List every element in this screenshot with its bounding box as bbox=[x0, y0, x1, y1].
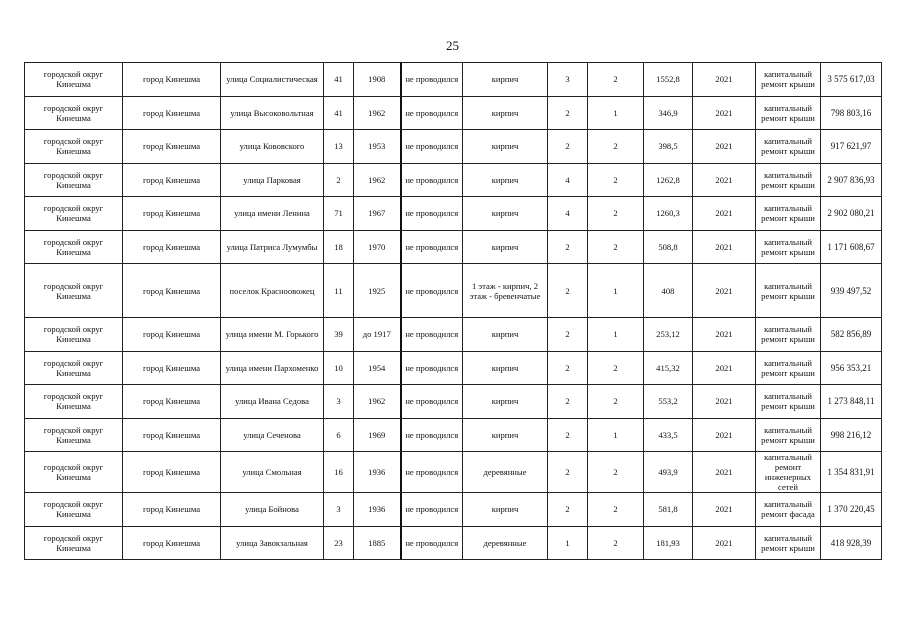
cell-house-number: 13 bbox=[324, 130, 354, 164]
cell-floors: 2 bbox=[548, 230, 588, 264]
cell-area: 1552,8 bbox=[644, 63, 693, 97]
table-row bbox=[25, 318, 882, 352]
table-row bbox=[25, 197, 882, 231]
cell-entrances: 2 bbox=[588, 197, 644, 231]
cell-cost: 1 370 220,45 bbox=[821, 493, 882, 527]
cell-locality: город Кинешма bbox=[123, 526, 221, 560]
cell-locality: город Кинешма bbox=[123, 452, 221, 493]
cell-work-type: капитальный ремонт крыши bbox=[756, 163, 821, 197]
cell-area: 346,9 bbox=[644, 96, 693, 130]
cell-cost: 998 216,12 bbox=[821, 418, 882, 452]
page-number: 25 bbox=[446, 38, 459, 53]
cell-area: 433,5 bbox=[644, 418, 693, 452]
cell-house-number: 10 bbox=[324, 351, 354, 385]
cell-street: улица Социалистическая bbox=[221, 63, 324, 97]
table-row bbox=[25, 163, 882, 197]
cell-street: улица имени М. Горького bbox=[221, 318, 324, 352]
cell-locality: город Кинешма bbox=[123, 197, 221, 231]
cell-wall-material: кирпич bbox=[463, 351, 548, 385]
cell-privatization: не проводился bbox=[401, 452, 463, 493]
cell-year-built: 1962 bbox=[354, 96, 401, 130]
cell-year-built: 1925 bbox=[354, 264, 401, 318]
cell-work-type: капитальный ремонт инженерных сетей bbox=[756, 452, 821, 493]
cell-year-built: 1953 bbox=[354, 130, 401, 164]
cell-wall-material: кирпич bbox=[463, 385, 548, 419]
cell-floors: 4 bbox=[548, 197, 588, 231]
cell-street: улица Сеченова bbox=[221, 418, 324, 452]
cell-locality: город Кинешма bbox=[123, 96, 221, 130]
cell-street: улица Бойнова bbox=[221, 493, 324, 527]
cell-plan-year: 2021 bbox=[693, 197, 756, 231]
cell-cost: 798 803,16 bbox=[821, 96, 882, 130]
cell-wall-material: кирпич bbox=[463, 230, 548, 264]
cell-district: городской округ Кинешма bbox=[25, 264, 123, 318]
cell-locality: город Кинешма bbox=[123, 163, 221, 197]
cell-floors: 2 bbox=[548, 96, 588, 130]
cell-entrances: 2 bbox=[588, 130, 644, 164]
cell-cost: 1 273 848,11 bbox=[821, 385, 882, 419]
cell-locality: город Кинешма bbox=[123, 318, 221, 352]
cell-district: городской округ Кинешма bbox=[25, 63, 123, 97]
cell-year-built: 1936 bbox=[354, 493, 401, 527]
cell-year-built: 1908 bbox=[354, 63, 401, 97]
cell-wall-material: деревянные bbox=[463, 526, 548, 560]
cell-district: городской округ Кинешма bbox=[25, 96, 123, 130]
cell-entrances: 1 bbox=[588, 318, 644, 352]
cell-house-number: 16 bbox=[324, 452, 354, 493]
cell-cost: 1 171 608,67 bbox=[821, 230, 882, 264]
cell-wall-material: кирпич bbox=[463, 130, 548, 164]
cell-year-built: 1967 bbox=[354, 197, 401, 231]
cell-privatization: не проводился bbox=[401, 385, 463, 419]
cell-privatization: не проводился bbox=[401, 351, 463, 385]
cell-house-number: 6 bbox=[324, 418, 354, 452]
table-row bbox=[25, 96, 882, 130]
cell-floors: 2 bbox=[548, 130, 588, 164]
cell-plan-year: 2021 bbox=[693, 318, 756, 352]
cell-area: 408 bbox=[644, 264, 693, 318]
cell-work-type: капитальный ремонт крыши bbox=[756, 418, 821, 452]
cell-floors: 2 bbox=[548, 418, 588, 452]
cell-plan-year: 2021 bbox=[693, 385, 756, 419]
table-row bbox=[25, 63, 882, 97]
cell-house-number: 41 bbox=[324, 63, 354, 97]
cell-wall-material: кирпич bbox=[463, 96, 548, 130]
cell-street: улица Завокзальная bbox=[221, 526, 324, 560]
cell-work-type: капитальный ремонт крыши bbox=[756, 385, 821, 419]
cell-area: 553,2 bbox=[644, 385, 693, 419]
cell-privatization: не проводился bbox=[401, 493, 463, 527]
cell-work-type: капитальный ремонт крыши bbox=[756, 351, 821, 385]
cell-house-number: 18 bbox=[324, 230, 354, 264]
cell-district: городской округ Кинешма bbox=[25, 526, 123, 560]
cell-privatization: не проводился bbox=[401, 130, 463, 164]
cell-work-type: капитальный ремонт крыши bbox=[756, 264, 821, 318]
cell-privatization: не проводился bbox=[401, 418, 463, 452]
cell-plan-year: 2021 bbox=[693, 63, 756, 97]
cell-work-type: капитальный ремонт крыши bbox=[756, 63, 821, 97]
cell-year-built: до 1917 bbox=[354, 318, 401, 352]
cell-cost: 3 575 617,03 bbox=[821, 63, 882, 97]
cell-entrances: 2 bbox=[588, 526, 644, 560]
cell-house-number: 11 bbox=[324, 264, 354, 318]
table-row bbox=[25, 418, 882, 452]
cell-area: 493,9 bbox=[644, 452, 693, 493]
cell-cost: 2 902 080,21 bbox=[821, 197, 882, 231]
table-row bbox=[25, 230, 882, 264]
cell-district: городской округ Кинешма bbox=[25, 318, 123, 352]
cell-work-type: капитальный ремонт фасада bbox=[756, 493, 821, 527]
cell-cost: 956 353,21 bbox=[821, 351, 882, 385]
cell-locality: город Кинешма bbox=[123, 63, 221, 97]
cell-locality: город Кинешма bbox=[123, 264, 221, 318]
table-row bbox=[25, 452, 882, 493]
cell-area: 181,93 bbox=[644, 526, 693, 560]
cell-floors: 2 bbox=[548, 452, 588, 493]
cell-entrances: 2 bbox=[588, 452, 644, 493]
cell-street: улица имени Ленина bbox=[221, 197, 324, 231]
cell-district: городской округ Кинешма bbox=[25, 197, 123, 231]
cell-wall-material: кирпич bbox=[463, 418, 548, 452]
cell-plan-year: 2021 bbox=[693, 264, 756, 318]
cell-privatization: не проводился bbox=[401, 526, 463, 560]
cell-entrances: 1 bbox=[588, 418, 644, 452]
cell-plan-year: 2021 bbox=[693, 351, 756, 385]
cell-cost: 2 907 836,93 bbox=[821, 163, 882, 197]
cell-locality: город Кинешма bbox=[123, 418, 221, 452]
cell-entrances: 2 bbox=[588, 230, 644, 264]
cell-plan-year: 2021 bbox=[693, 418, 756, 452]
cell-house-number: 39 bbox=[324, 318, 354, 352]
cell-year-built: 1970 bbox=[354, 230, 401, 264]
cell-privatization: не проводился bbox=[401, 63, 463, 97]
cell-district: городской округ Кинешма bbox=[25, 351, 123, 385]
cell-district: городской округ Кинешма bbox=[25, 163, 123, 197]
table-row bbox=[25, 130, 882, 164]
cell-district: городской округ Кинешма bbox=[25, 452, 123, 493]
table-row bbox=[25, 385, 882, 419]
cell-work-type: капитальный ремонт крыши bbox=[756, 526, 821, 560]
cell-street: улица Ивана Седова bbox=[221, 385, 324, 419]
cell-floors: 4 bbox=[548, 163, 588, 197]
table-row bbox=[25, 526, 882, 560]
cell-wall-material: 1 этаж - кирпич, 2 этаж - бревенчатые bbox=[463, 264, 548, 318]
cell-work-type: капитальный ремонт крыши bbox=[756, 197, 821, 231]
cell-house-number: 2 bbox=[324, 163, 354, 197]
cell-area: 253,12 bbox=[644, 318, 693, 352]
cell-year-built: 1962 bbox=[354, 163, 401, 197]
cell-street: улица Парковая bbox=[221, 163, 324, 197]
table-row bbox=[25, 264, 882, 318]
cell-area: 581,8 bbox=[644, 493, 693, 527]
cell-floors: 2 bbox=[548, 493, 588, 527]
cell-entrances: 2 bbox=[588, 385, 644, 419]
cell-wall-material: кирпич bbox=[463, 197, 548, 231]
cell-entrances: 1 bbox=[588, 96, 644, 130]
cell-floors: 1 bbox=[548, 526, 588, 560]
cell-entrances: 2 bbox=[588, 351, 644, 385]
cell-district: городской округ Кинешма bbox=[25, 418, 123, 452]
cell-work-type: капитальный ремонт крыши bbox=[756, 96, 821, 130]
cell-wall-material: кирпич bbox=[463, 318, 548, 352]
cell-work-type: капитальный ремонт крыши bbox=[756, 130, 821, 164]
cell-street: улица Высоковольтная bbox=[221, 96, 324, 130]
cell-house-number: 3 bbox=[324, 493, 354, 527]
cell-floors: 3 bbox=[548, 63, 588, 97]
cell-house-number: 41 bbox=[324, 96, 354, 130]
cell-plan-year: 2021 bbox=[693, 96, 756, 130]
cell-locality: город Кинешма bbox=[123, 385, 221, 419]
cell-street: поселок Красноовожец bbox=[221, 264, 324, 318]
cell-locality: город Кинешма bbox=[123, 230, 221, 264]
cell-plan-year: 2021 bbox=[693, 526, 756, 560]
cell-plan-year: 2021 bbox=[693, 163, 756, 197]
cell-floors: 2 bbox=[548, 385, 588, 419]
cell-privatization: не проводился bbox=[401, 264, 463, 318]
cell-street: улица имени Пархоменко bbox=[221, 351, 324, 385]
cell-plan-year: 2021 bbox=[693, 230, 756, 264]
cell-privatization: не проводился bbox=[401, 96, 463, 130]
cell-district: городской округ Кинешма bbox=[25, 493, 123, 527]
cell-plan-year: 2021 bbox=[693, 452, 756, 493]
cell-entrances: 2 bbox=[588, 63, 644, 97]
cell-district: городской округ Кинешма bbox=[25, 385, 123, 419]
cell-floors: 2 bbox=[548, 264, 588, 318]
cell-street: улица Смольная bbox=[221, 452, 324, 493]
cell-area: 1262,8 bbox=[644, 163, 693, 197]
cell-house-number: 23 bbox=[324, 526, 354, 560]
cell-wall-material: деревянные bbox=[463, 452, 548, 493]
cell-privatization: не проводился bbox=[401, 318, 463, 352]
cell-district: городской округ Кинешма bbox=[25, 130, 123, 164]
cell-year-built: 1969 bbox=[354, 418, 401, 452]
cell-wall-material: кирпич bbox=[463, 163, 548, 197]
cell-floors: 2 bbox=[548, 351, 588, 385]
cell-privatization: не проводился bbox=[401, 197, 463, 231]
cell-privatization: не проводился bbox=[401, 230, 463, 264]
cell-year-built: 1885 bbox=[354, 526, 401, 560]
cell-locality: город Кинешма bbox=[123, 493, 221, 527]
cell-street: улица Патриса Лумумбы bbox=[221, 230, 324, 264]
housing-repair-table bbox=[24, 62, 882, 560]
cell-cost: 917 621,97 bbox=[821, 130, 882, 164]
cell-work-type: капитальный ремонт крыши bbox=[756, 230, 821, 264]
cell-house-number: 71 bbox=[324, 197, 354, 231]
cell-entrances: 2 bbox=[588, 163, 644, 197]
cell-area: 415,32 bbox=[644, 351, 693, 385]
cell-cost: 939 497,52 bbox=[821, 264, 882, 318]
cell-cost: 418 928,39 bbox=[821, 526, 882, 560]
cell-floors: 2 bbox=[548, 318, 588, 352]
cell-wall-material: кирпич bbox=[463, 493, 548, 527]
cell-area: 508,8 bbox=[644, 230, 693, 264]
cell-plan-year: 2021 bbox=[693, 130, 756, 164]
cell-district: городской округ Кинешма bbox=[25, 230, 123, 264]
cell-entrances: 1 bbox=[588, 264, 644, 318]
cell-locality: город Кинешма bbox=[123, 351, 221, 385]
cell-year-built: 1936 bbox=[354, 452, 401, 493]
cell-area: 1260,3 bbox=[644, 197, 693, 231]
cell-plan-year: 2021 bbox=[693, 493, 756, 527]
cell-house-number: 3 bbox=[324, 385, 354, 419]
cell-privatization: не проводился bbox=[401, 163, 463, 197]
cell-cost: 1 354 831,91 bbox=[821, 452, 882, 493]
cell-area: 398,5 bbox=[644, 130, 693, 164]
cell-wall-material: кирпич bbox=[463, 63, 548, 97]
table-row bbox=[25, 493, 882, 527]
cell-cost: 582 856,89 bbox=[821, 318, 882, 352]
table-row bbox=[25, 351, 882, 385]
cell-entrances: 2 bbox=[588, 493, 644, 527]
cell-work-type: капитальный ремонт крыши bbox=[756, 318, 821, 352]
cell-locality: город Кинешма bbox=[123, 130, 221, 164]
cell-year-built: 1954 bbox=[354, 351, 401, 385]
cell-street: улица Кововского bbox=[221, 130, 324, 164]
cell-year-built: 1962 bbox=[354, 385, 401, 419]
